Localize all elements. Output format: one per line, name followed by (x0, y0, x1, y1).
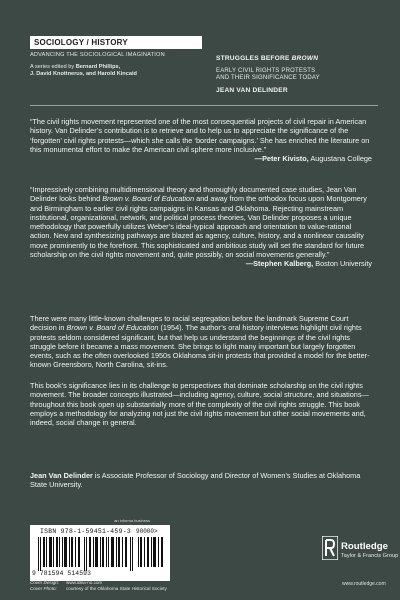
author-bio-name: Jean Van Delinder (30, 471, 93, 480)
case-title: Brown v. Board of Education (102, 194, 195, 204)
barcode-bars (38, 537, 134, 571)
endorsement-kalberg (30, 185, 372, 269)
credit-photo-value: courtesy of the Oklahoma State Historical Society (66, 586, 167, 591)
endorser-name: —Stephen Kalberg, (245, 259, 314, 269)
endorsement-attribution (30, 154, 372, 163)
series-editors-line1: Bernard Phillips, (75, 64, 121, 70)
description-text (30, 314, 372, 370)
description-paragraph-1 (30, 314, 372, 370)
endorsement-text-part: and away from the orthodox focus upon Montgomery and Birmingham to earlier civil rights campaigns in Kansas and Oklahoma. Rejecting mainstream institutional, organizational, network, and political process theories, Van Delinder proposes a unique methodology that powerfully utilizes Weber’s ideal-typical approach and orientation to value-rational action. New and synthesizing pathways are blazed as agency, culture, history, and a nonlinear causality move prominently to the forefront. This sophisticated and ambitious study will set the standard for future scholarship on the civil rights movement and, quite possibly, on social movements generally.” (30, 194, 367, 260)
author-bio-text (30, 471, 372, 490)
isbn-barcode (30, 525, 170, 581)
series-category-bar: SOCIOLOGY / HISTORY (30, 36, 202, 49)
series-name: ADVANCING THE SOCIOLOGICAL IMAGINATION (30, 52, 165, 58)
price-barcode-bars (138, 537, 164, 567)
endorser-name: —Peter Kivisto, (254, 154, 309, 164)
description-paragraph-2 (30, 381, 372, 427)
endorsement-attribution (30, 259, 372, 268)
credit-design-label: Cover Design: (30, 580, 60, 585)
endorsement-text (30, 185, 372, 259)
publisher-url: www.routledge.com (342, 581, 386, 587)
description-text: This book’s significance lies in its challenge to perspectives that dominate scholarship on the civil rights movement. The broader concepts illustrated—including agency, culture, social structure, and situations—throughout this book open up substantially more of the complexity of the civil rights struggle. This book employs a methodology for analyzing not just the civil rights movement but other social movements and, indeed, social change in general. (30, 381, 369, 428)
book-title (216, 55, 376, 62)
description-text-part: There were many little-known challenges to racial segregation before the landmark Supreme Court decision in (30, 314, 349, 333)
case-title: Brown v. Board of Education (66, 323, 159, 333)
endorsement-kivisto (30, 117, 372, 163)
book-subtitle (216, 68, 376, 83)
publisher-group: Taylor & Francis Group (341, 553, 399, 559)
description-text-part: (1954). The author’s oral history interviews highlight civil rights protests seldom considered significant, but that help us understand the beginnings of the civil rights struggle before it became a mass movement. She brings to light many important but largely forgotten events, such as the often overlooked 1950s Oklahoma sit-in protests that provided a model for the better-known Greensboro, North Carolina, sit-ins. (30, 323, 370, 370)
publisher-name: Routledge (341, 541, 388, 552)
barcode-block (30, 518, 176, 581)
title-block (216, 55, 376, 94)
series-block (30, 36, 202, 78)
cover-credits (30, 580, 167, 592)
series-edited-prefix: A series edited by (30, 64, 75, 70)
routledge-logo-icon (322, 536, 338, 560)
book-title-main: STRUGGLES BEFORE (216, 55, 290, 62)
price-code: 90000> (136, 528, 158, 535)
endorsement-text-part: “Impressively combining multidimensional theory and thoroughly documented case studies, Jean Van Delinder looks behind (30, 185, 357, 204)
book-title-italic: BROWN (291, 55, 319, 62)
isbn-text: ISBN 978-1-59451-459-3 (40, 528, 131, 535)
endorser-affiliation: Boston University (315, 259, 372, 269)
series-editors-line2: J. David Knottnerus, and Harold Kincaid (30, 71, 137, 77)
credit-design-value: www.idea-no.com (66, 580, 103, 585)
series-editors (30, 64, 202, 78)
header-divider (30, 105, 378, 106)
author-bio-body: is Associate Professor of Sociology and Director of Women’s Studies at Oklahoma State University. (30, 471, 361, 490)
credit-photo (30, 586, 167, 592)
informa-tagline: an informa business (114, 518, 150, 523)
barcode-number: 9 781594 514593 (32, 570, 92, 577)
book-subtitle-line2: AND THEIR SIGNIFICANCE TODAY (216, 75, 320, 82)
endorser-affiliation: Augustana College (310, 154, 372, 164)
book-author: JEAN VAN DELINDER (216, 86, 288, 94)
endorsement-text: “The civil rights movement represented one of the most consequential projects of civil repair in American history. Van Delinder’s contribution is to retrieve and to help us to appreciate the significance of the ‘forgotten’ civil rights protests—which she calls the ‘border campaigns.’ She has enriched the literature on this monumental effort to make the American civil sphere more inclusive.” (30, 117, 370, 154)
author-bio (30, 471, 372, 490)
credit-photo-label: Cover Photo: (30, 586, 57, 591)
book-subtitle-line1: EARLY CIVIL RIGHTS PROTESTS (216, 68, 316, 74)
